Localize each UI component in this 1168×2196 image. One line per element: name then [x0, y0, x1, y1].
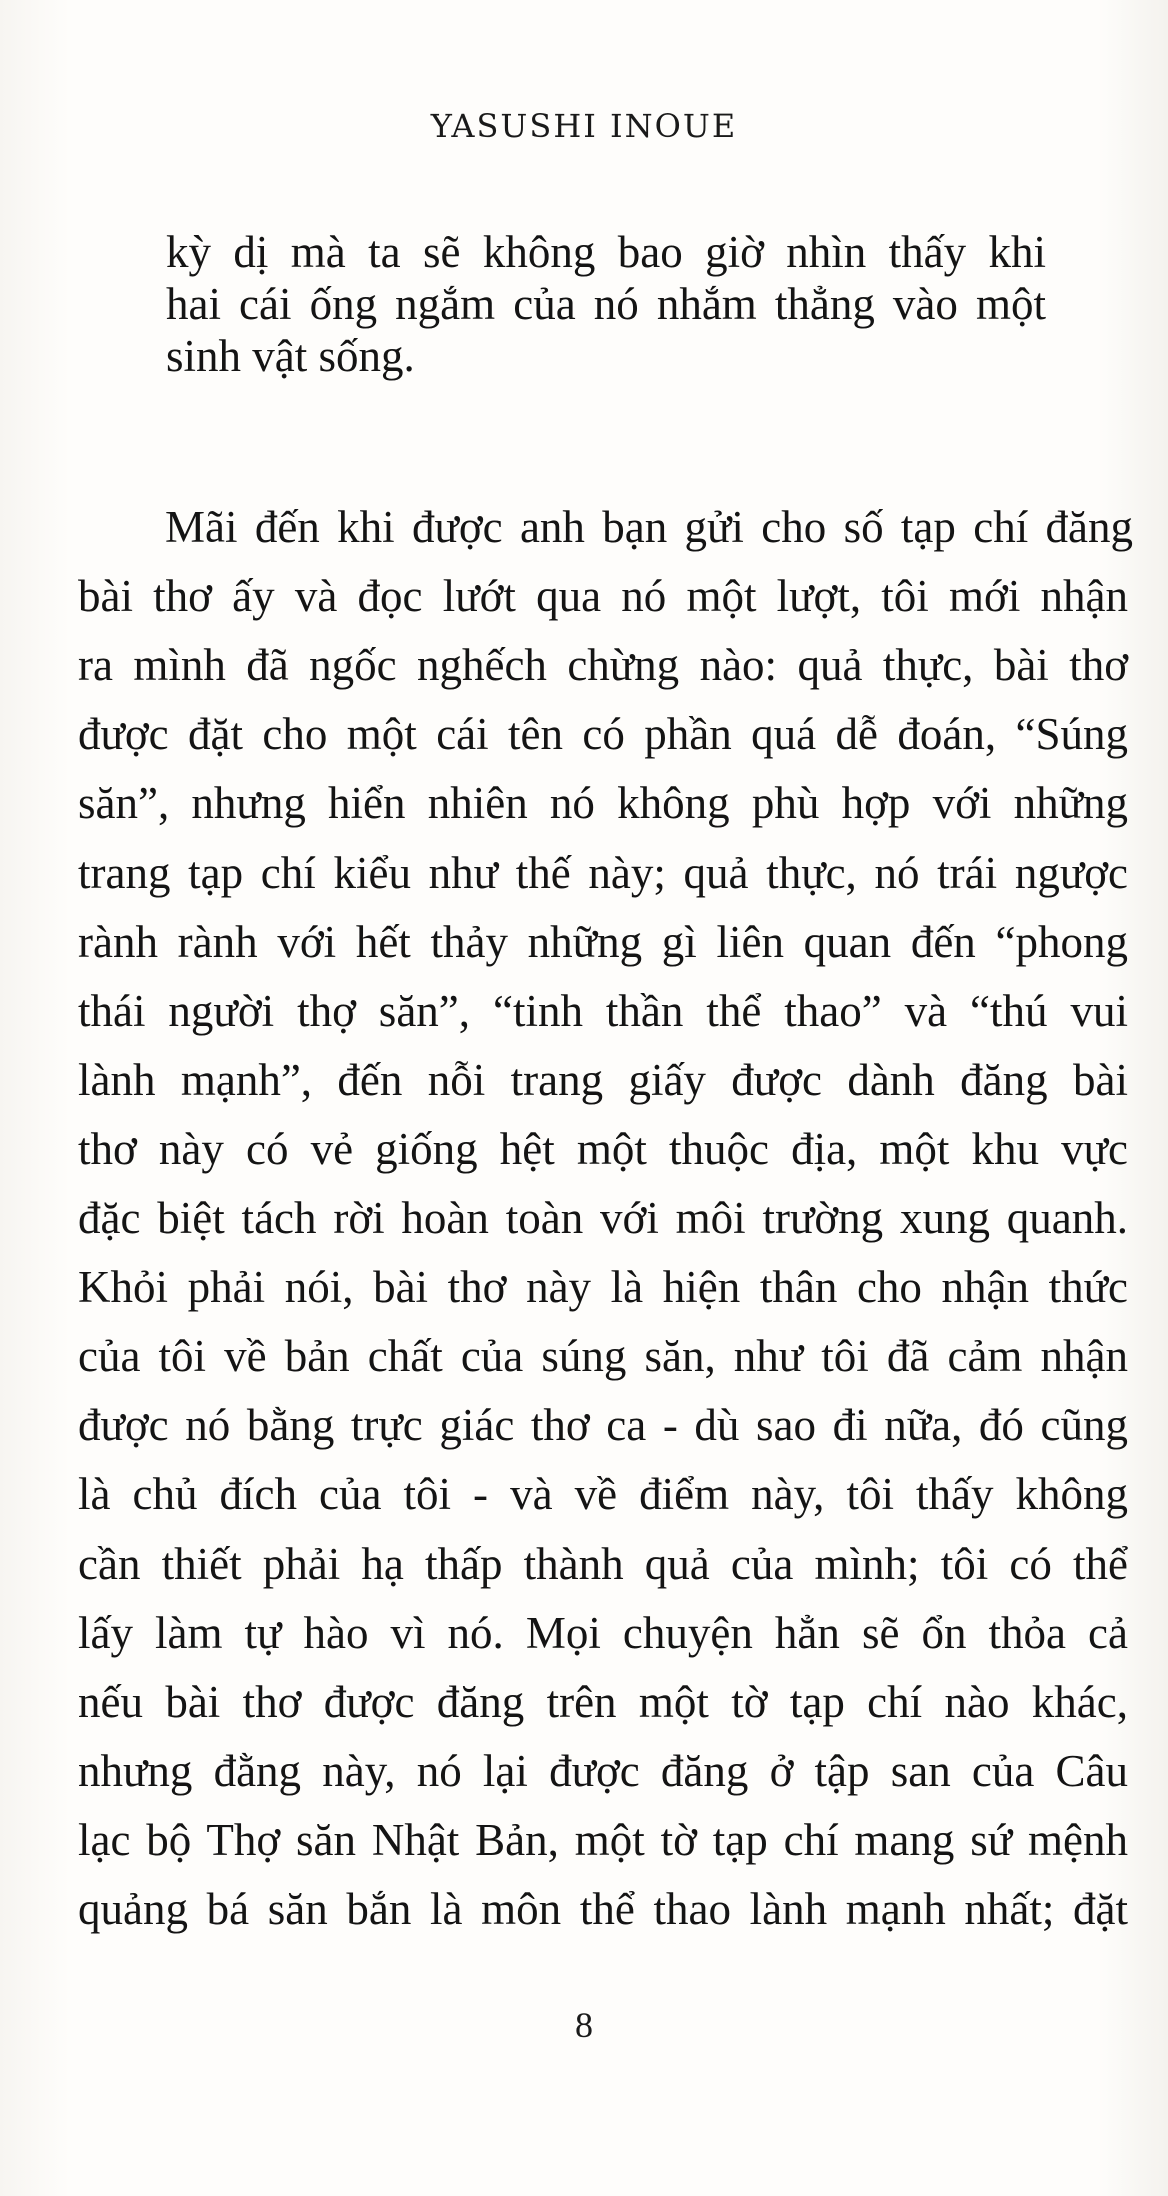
- paragraph-line: nếu bài thơ được đăng trên một tờ tạp chí nào khác,: [78, 1677, 1128, 1727]
- paragraph-line: thái người thợ săn”, “tinh thần thể thao” và “thú vui: [78, 986, 1128, 1036]
- paragraph-line: là chủ đích của tôi - và về điểm này, tôi thấy không: [78, 1469, 1128, 1519]
- paragraph-line: trang tạp chí kiểu như thế này; quả thực, nó trái ngược: [78, 848, 1128, 898]
- paragraph-line: quảng bá săn bắn là môn thể thao lành mạnh nhất; đặt: [78, 1884, 1128, 1934]
- poem-line: sinh vật sống.: [166, 331, 415, 381]
- paragraph-line: bài thơ ấy và đọc lướt qua nó một lượt, tôi mới nhận: [78, 571, 1128, 621]
- paragraph-line: săn”, nhưng hiển nhiên nó không phù hợp với những: [78, 778, 1128, 828]
- paragraph-line: ra mình đã ngốc nghếch chừng nào: quả thực, bài thơ: [78, 640, 1128, 690]
- paragraph-line: được nó bằng trực giác thơ ca - dù sao đi nữa, đó cũng: [78, 1400, 1128, 1450]
- paragraph-line: nhưng đằng này, nó lại được đăng ở tập san của Câu: [78, 1746, 1128, 1796]
- paragraph-line: được đặt cho một cái tên có phần quá dễ đoán, “Súng: [78, 709, 1128, 759]
- poem-line: hai cái ống ngắm của nó nhắm thẳng vào một: [166, 279, 1046, 329]
- paragraph-line: lành mạnh”, đến nỗi trang giấy được dành đăng bài: [78, 1055, 1128, 1105]
- paragraph-line: Khỏi phải nói, bài thơ này là hiện thân cho nhận thức: [78, 1262, 1128, 1312]
- paragraph-line: lấy làm tự hào vì nó. Mọi chuyện hẳn sẽ ổn thỏa cả: [78, 1608, 1128, 1658]
- paragraph-line: lạc bộ Thợ săn Nhật Bản, một tờ tạp chí mang sứ mệnh: [78, 1815, 1128, 1865]
- paragraph-line: Mãi đến khi được anh bạn gửi cho số tạp chí đăng: [165, 502, 1133, 552]
- poem-line: kỳ dị mà ta sẽ không bao giờ nhìn thấy khi: [166, 227, 1046, 277]
- paragraph-line: của tôi về bản chất của súng săn, như tôi đã cảm nhận: [78, 1331, 1128, 1381]
- paragraph-line: cần thiết phải hạ thấp thành quả của mình; tôi có thể: [78, 1539, 1128, 1589]
- page-number: 8: [575, 2005, 593, 2045]
- paragraph-line: đặc biệt tách rời hoàn toàn với môi trường xung quanh.: [78, 1193, 1128, 1243]
- running-head-author: YASUSHI INOUE: [430, 107, 738, 145]
- paragraph-line: rành rành với hết thảy những gì liên quan đến “phong: [78, 917, 1128, 967]
- paragraph-line: thơ này có vẻ giống hệt một thuộc địa, một khu vực: [78, 1124, 1128, 1174]
